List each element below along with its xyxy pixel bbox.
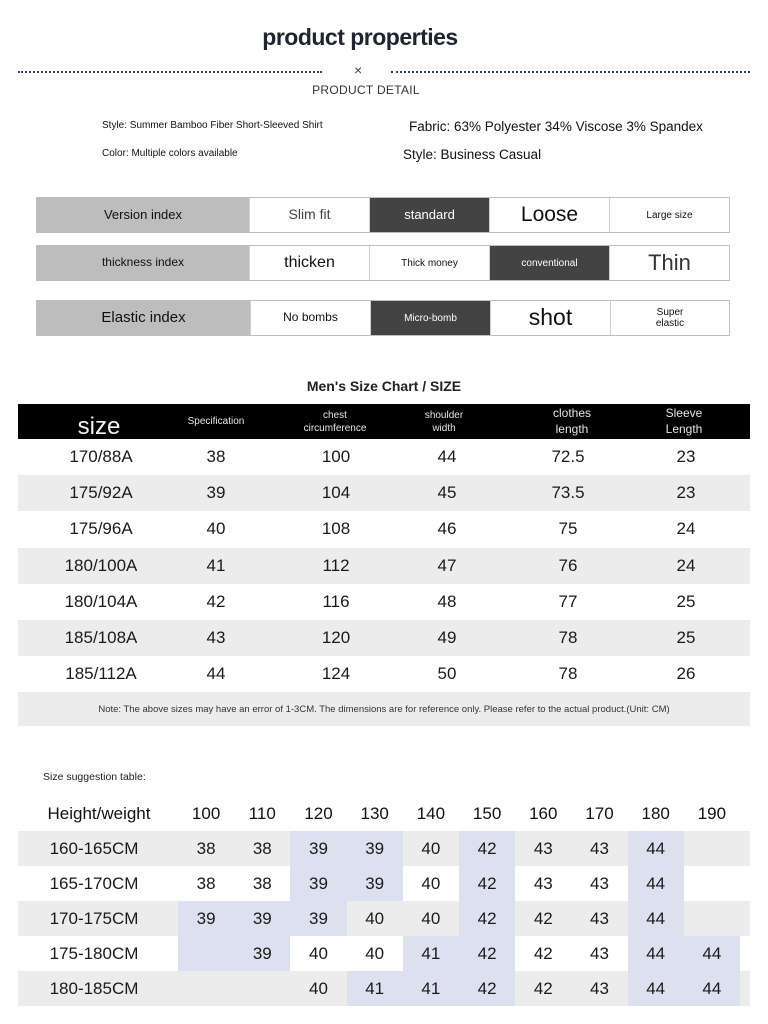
table-cell: 120 [321,627,351,647]
elastic-index-row [36,300,730,336]
table-cell: 49 [437,627,457,647]
divider-left [18,71,322,73]
index-option: Super elastic [610,301,729,335]
weight-header: 150 [472,804,502,823]
table-cell: 25 [676,591,696,611]
suggestion-header [18,797,750,831]
table-cell: 170/88A [69,447,133,466]
table-cell: 41 [206,555,226,575]
table-cell: 46 [437,519,457,539]
size-cell: 41 [403,971,459,1006]
table-cell: 40 [206,519,226,539]
size-cell: 42 [459,901,515,936]
weight-header: 130 [360,804,389,823]
size-cell: 44 [628,901,684,936]
size-cell: 39 [234,901,290,936]
size-cell: 42 [533,943,553,963]
weight-header: 100 [191,804,221,823]
header-sleeve: Sleeve Length [665,405,703,436]
size-cell: 40 [365,943,385,963]
table-cell: 100 [321,447,351,466]
suggestion-title: Size suggestion table: [43,771,146,783]
weight-header: 190 [697,804,727,823]
version-index-label: Version index [37,198,249,232]
table-row [18,620,750,656]
page-title: product properties [262,24,458,50]
table-cell: 45 [437,483,457,503]
weight-header: 110 [248,804,276,823]
index-option: shot [490,301,610,335]
height-cell: 160-165CM [49,838,139,858]
size-cell: 39 [347,831,403,866]
close-icon: × [354,62,363,78]
header-height-weight: Height/weight [47,804,151,823]
table-cell: 47 [437,555,457,575]
weight-header: 140 [416,804,446,823]
height-cell: 165-170CM [49,873,139,893]
table-cell: 180/100A [64,555,138,575]
size-cell [178,971,234,1006]
size-cell: 40 [421,838,441,858]
size-cell [234,971,290,1006]
table-row [18,548,750,584]
size-cell [684,831,740,866]
size-cell: 39 [178,901,234,936]
size-cell: 43 [590,873,609,893]
table-cell: 124 [321,664,351,684]
table-row [18,901,750,936]
size-cell: 38 [196,838,216,858]
size-cell: 44 [628,831,684,866]
size-cell: 43 [590,908,609,928]
detail-style: Style: Summer Bamboo Fiber Short-Sleeved Shirt [102,120,323,131]
detail-style-casual: Style: Business Casual [403,147,542,162]
size-cell: 43 [590,838,609,858]
size-cell: 42 [459,866,515,901]
size-cell: 42 [459,831,515,866]
size-cell: 38 [252,873,272,893]
table-cell: 44 [437,447,457,466]
table-cell: 75 [558,519,578,539]
index-option: Large size [609,198,729,232]
size-cell: 44 [684,936,740,971]
header-chest: chest circumference [303,409,367,434]
table-cell: 43 [206,627,226,647]
table-cell: 25 [676,627,696,647]
thickness-index-label: thickness index [37,246,249,280]
size-cell: 40 [309,943,328,963]
size-cell: 43 [590,943,609,963]
table-cell: 175/96A [69,519,133,539]
size-cell: 39 [290,866,346,901]
weight-header: 160 [529,804,558,823]
size-cell: 44 [628,971,684,1006]
table-cell: 50 [437,664,457,684]
index-option-selected: Micro-bomb [370,301,490,335]
header-length: clothes length [552,405,592,436]
version-index-row [36,197,730,233]
table-cell: 185/108A [64,627,138,647]
height-cell: 180-185CM [49,978,139,998]
size-cell: 39 [347,866,403,901]
table-cell: 175/92A [69,483,133,503]
table-cell: 26 [676,664,696,684]
size-cell: 38 [196,873,216,893]
index-option: Loose [489,198,609,232]
height-cell: 170-175CM [49,908,139,928]
table-row [18,475,750,511]
detail-fabric: Fabric: 63% Polyester 34% Viscose 3% Spandex [409,119,703,134]
table-cell: 72.5 [551,447,585,466]
table-row [18,656,750,692]
header-size: size [77,412,121,440]
table-row [18,936,750,971]
size-cell: 44 [684,971,740,1006]
table-row [18,831,750,866]
size-chart-title: Men's Size Chart / SIZE [306,378,462,394]
table-cell: 73.5 [551,483,585,503]
header-specification: Specification [187,416,245,427]
table-cell: 112 [322,555,350,575]
table-cell: 23 [676,447,696,466]
size-cell: 43 [590,978,609,998]
table-cell: 76 [558,555,578,575]
index-option: No bombs [250,301,370,335]
table-row [18,971,750,1006]
table-cell: 116 [322,591,350,611]
header-shoulder: shoulder width [424,409,464,434]
weight-header: 170 [585,804,614,823]
index-option: Slim fit [249,198,369,232]
size-cell: 44 [628,936,684,971]
table-cell: 104 [321,483,351,503]
size-cell: 38 [252,838,272,858]
size-cell: 39 [234,936,290,971]
size-chart-table [18,439,750,692]
size-chart-header [18,404,750,439]
size-cell: 39 [290,901,346,936]
size-cell: 39 [290,831,346,866]
table-cell: 23 [676,483,696,503]
table-cell: 77 [558,591,578,611]
table-cell: 185/112A [65,664,137,684]
table-row [18,584,750,620]
size-cell: 40 [365,908,385,928]
size-cell: 43 [533,838,553,858]
size-note: Note: The above sizes may have an error of 1-3CM. The dimensions are for reference only. Please refer to the actual product.(Unit: CM) [18,692,750,726]
size-cell: 40 [421,908,441,928]
size-cell [684,866,740,901]
size-cell: 42 [459,936,515,971]
table-cell: 180/104A [64,591,138,611]
table-row [18,866,750,901]
divider-right [391,71,750,73]
elastic-index-label: Elastic index [37,301,250,335]
table-cell: 48 [437,591,457,611]
size-cell: 41 [403,936,459,971]
table-row [18,439,750,475]
table-cell: 24 [676,519,696,539]
height-cell: 175-180CM [49,943,139,963]
size-cell: 40 [309,978,328,998]
table-cell: 39 [206,483,226,503]
table-cell: 24 [676,555,696,575]
size-cell: 43 [533,873,553,893]
weight-header: 180 [641,804,670,823]
size-cell: 42 [533,978,553,998]
index-option: Thick money [369,246,489,280]
table-cell: 42 [206,591,226,611]
size-cell [178,936,234,971]
size-cell: 40 [421,873,441,893]
suggestion-table [18,831,750,1006]
size-cell: 41 [347,971,403,1006]
weight-header: 120 [304,804,333,823]
size-cell: 44 [628,866,684,901]
table-cell: 44 [206,664,226,684]
table-cell: 108 [321,519,351,539]
index-option: Thin [609,246,729,280]
size-cell [684,901,740,936]
thickness-index-row [36,245,730,281]
table-cell: 78 [558,627,578,647]
index-option-selected: standard [369,198,489,232]
size-cell: 42 [459,971,515,1006]
index-option: thicken [249,246,369,280]
index-option-selected: conventional [489,246,609,280]
section-subtitle: PRODUCT DETAIL [312,83,420,97]
size-cell: 42 [533,908,553,928]
table-cell: 78 [558,664,578,684]
table-cell: 38 [206,447,226,466]
detail-color: Color: Multiple colors available [102,148,238,159]
table-row [18,511,750,547]
